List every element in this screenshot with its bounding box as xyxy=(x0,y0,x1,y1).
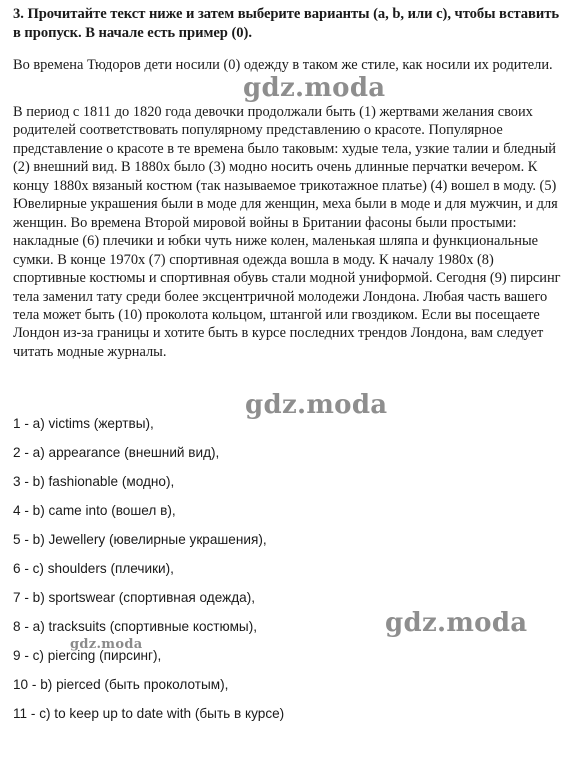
answer-item-6: 6 - c) shoulders (плечики), xyxy=(13,561,174,576)
answer-item-7: 7 - b) sportswear (спортивная одежда), xyxy=(13,590,256,605)
task-title: 3. Прочитайте текст ниже и затем выберите варианты (a, b, или c), чтобы вставить в пропуск. В начале есть пример (0). xyxy=(13,6,560,41)
example-paragraph: Во времена Тюдоров дети носили (0) одежду в таком же стиле, как носили их родители. xyxy=(13,57,553,73)
answer-item-4: 4 - b) came into (вошел в), xyxy=(13,503,176,518)
answer-item-10: 10 - b) pierced (быть проколотым), xyxy=(13,677,229,692)
watermark: gdz.moda xyxy=(385,608,528,638)
answer-item-9: 9 - c) piercing (пирсинг), xyxy=(13,648,162,663)
watermark: gdz.moda xyxy=(245,390,388,420)
watermark: gdz.moda xyxy=(70,637,143,652)
main-text-paragraph: В период с 1811 до 1820 года девочки продолжали быть (1) жертвами желания своих родителей соответствовать популярному представлению о красоте. Популярное представление о красоте в те времена было таковым: худые тела, узкие талии и бледный (2) внешний вид. В 1880х было (3) модно носить очень длинные перчатки вечером. К концу 1880х вязаный костюм (так называемое трикотажное платье) (4) вошел в моду. (5) Ювелирные украшения были в моде для женщин, меха были в моде и для мужчин, и для женщин. Во времена Второй мировой войны в Британии фасоны были простыми: накладные (6) плечики и юбки чуть ниже колен, маленькая шляпа и функциональные сумки. В конце 1970х (7) спортивная одежда вошла в моду. К началу 1980х (8) спортивные костюмы и спортивная обувь стали модной униформой. Сегодня (9) пирсинг тела заменил тату среди более эксцентричной молодежи Лондона. Любая часть вашего тела может быть (10) проколота кольцом, штангой или гвоздиком. Если вы посещаете Лондон из-за границы и хотите быть в курсе последних трендов Лондона, вам следует читать модные журналы. xyxy=(13,104,561,360)
answer-item-8: 8 - a) tracksuits (спортивные костюмы), xyxy=(13,619,257,634)
watermark: gdz.moda xyxy=(243,73,386,103)
answer-item-1: 1 - a) victims (жертвы), xyxy=(13,416,154,431)
answer-item-11: 11 - c) to keep up to date with (быть в курсе) xyxy=(13,706,285,721)
answer-item-3: 3 - b) fashionable (модно), xyxy=(13,474,175,489)
answer-item-2: 2 - a) appearance (внешний вид), xyxy=(13,445,220,460)
answer-list xyxy=(13,415,284,734)
answer-item-5: 5 - b) Jewellery (ювелирные украшения), xyxy=(13,532,267,547)
